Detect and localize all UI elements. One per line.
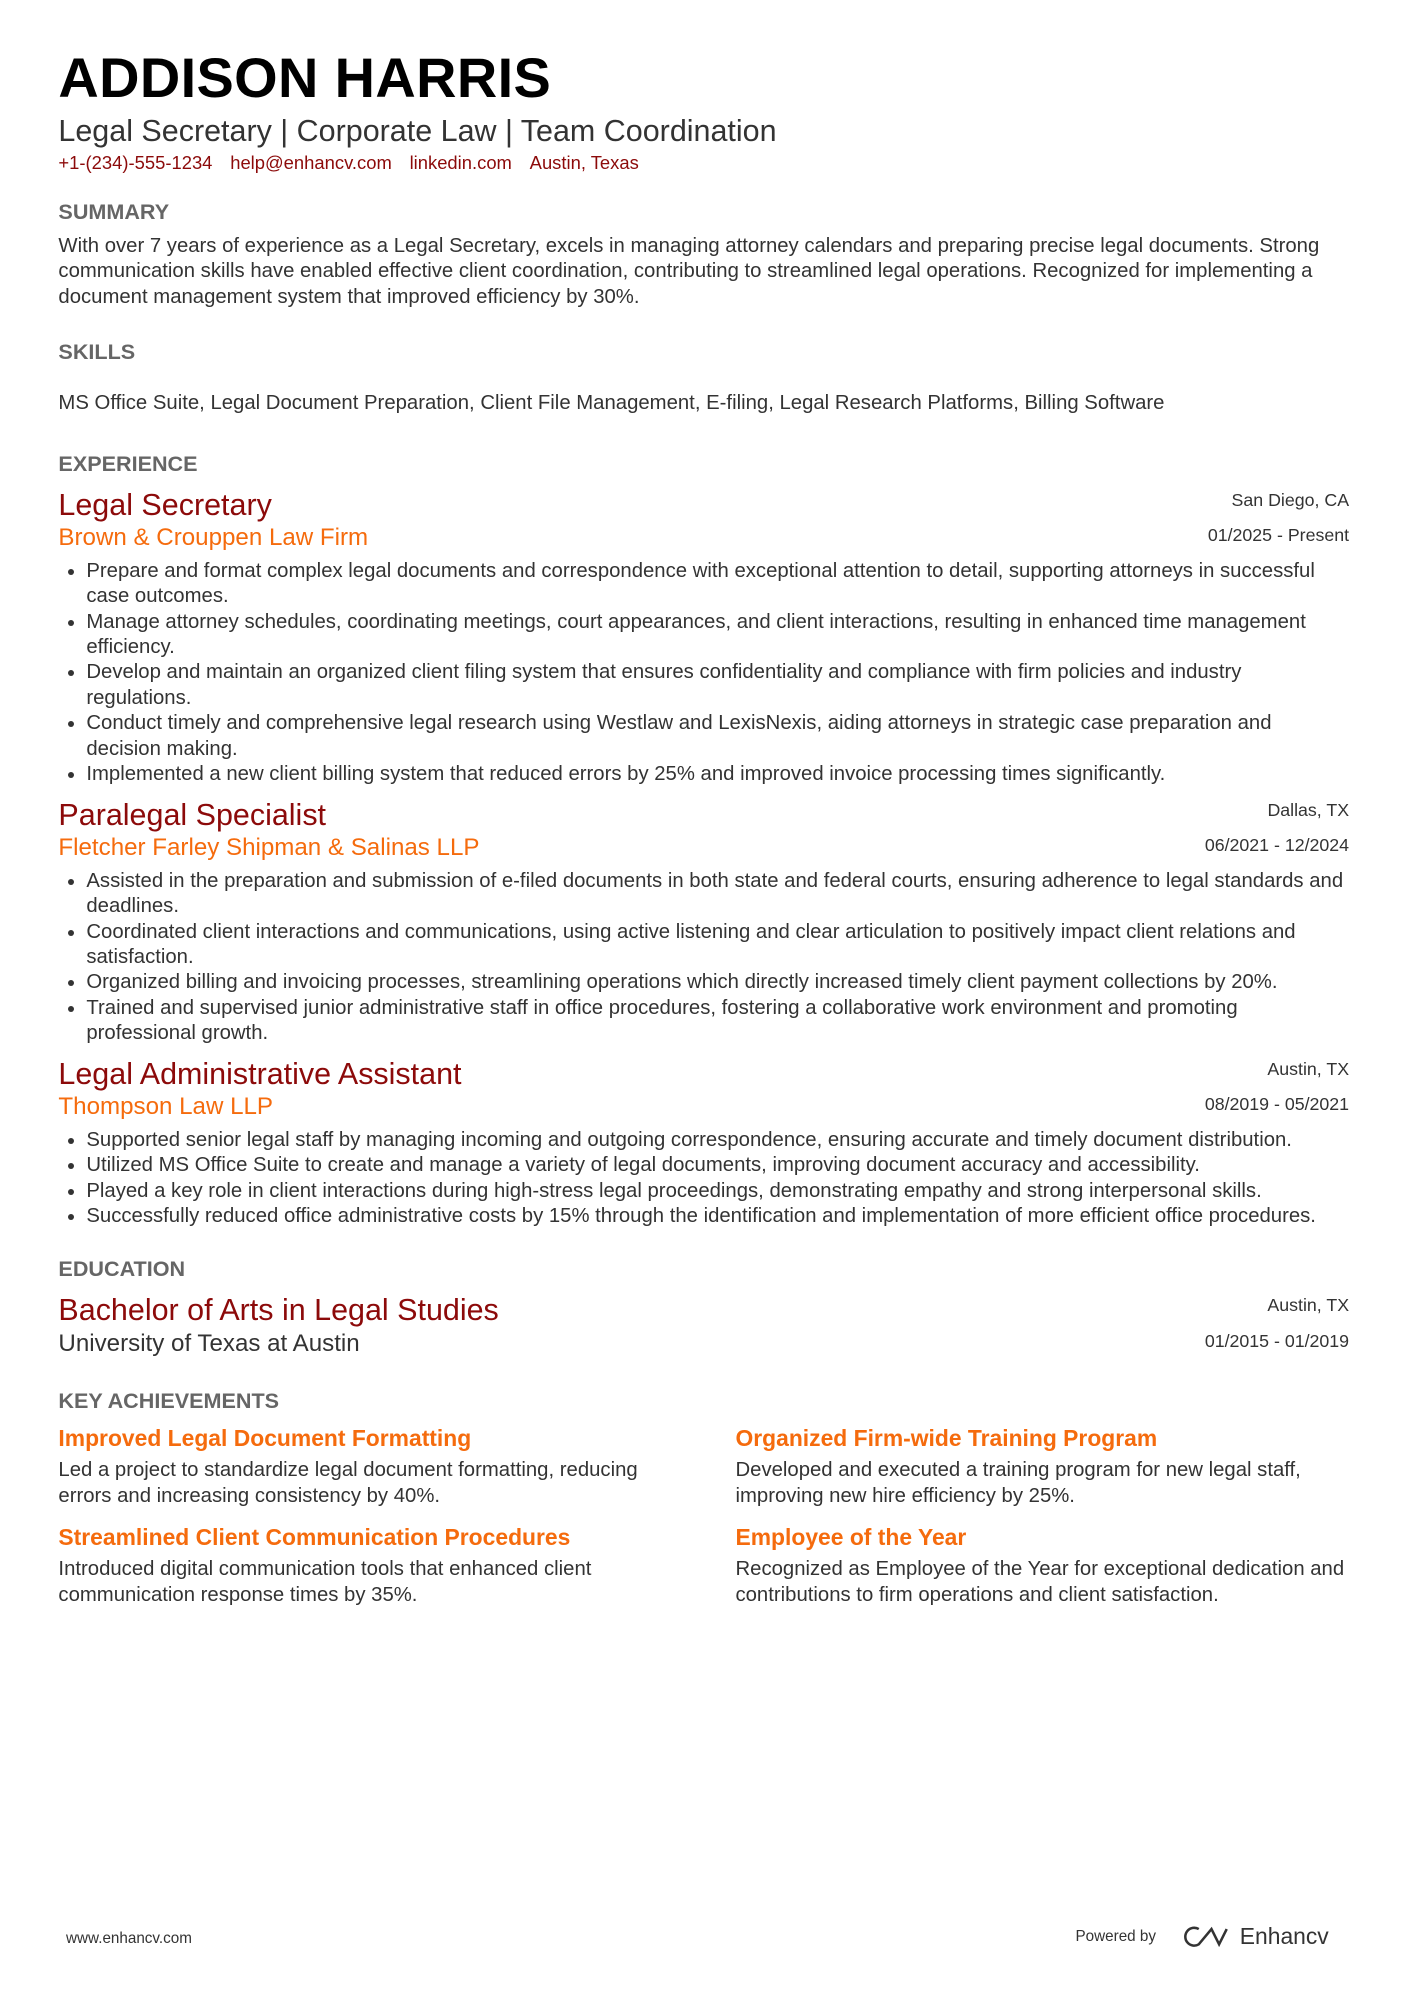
- achievement-item: [58, 1423, 672, 1522]
- job-entry: [58, 1057, 1349, 1230]
- powered-by: [1076, 1923, 1329, 1950]
- experience-heading: EXPERIENCE: [58, 450, 198, 476]
- achievement-title: Organized Firm-wide Training Program: [735, 1424, 1158, 1451]
- summary-heading: SUMMARY: [58, 199, 170, 225]
- job-entry: [58, 488, 1349, 788]
- candidate-title: Legal Secretary | Corporate Law | Team Coordination: [58, 113, 777, 148]
- education-dates: 01/2015 - 01/2019: [1204, 1330, 1350, 1351]
- education-location: Austin, TX: [1267, 1295, 1350, 1316]
- achievement-text: Led a project to standardize legal document formatting, reducing errors and increasing consistency by 40%.: [58, 1459, 638, 1507]
- achievements-heading: KEY ACHIEVEMENTS: [58, 1388, 280, 1414]
- achievements-grid: [58, 1423, 1349, 1621]
- achievement-text: Introduced digital communication tools that enhanced client communication response times by 35%.: [58, 1558, 592, 1606]
- job-bullet: • Implemented a new client billing system that reduced errors by 25% and improved invoice processing times significantly.: [86, 762, 1349, 787]
- job-bullet: • Played a key role in client interactions during high-stress legal proceedings, demonstrating empathy and strong interpersonal skills.: [86, 1179, 1349, 1204]
- achievement-title: Employee of the Year: [735, 1523, 967, 1550]
- linkedin-link[interactable]: linkedin.com: [409, 151, 512, 173]
- job-role: Paralegal Specialist: [58, 797, 327, 832]
- skills-list: MS Office Suite, Legal Document Preparation, Client File Management, E-filing, Legal Research Platforms, Billing Software: [58, 392, 1165, 415]
- job-company: Thompson Law LLP: [58, 1093, 273, 1121]
- enhancv-logo-icon: [1181, 1924, 1232, 1949]
- candidate-name: ADDISON HARRIS: [58, 46, 552, 110]
- email-link[interactable]: help@enhancv.com: [230, 151, 392, 173]
- achievement-text: Recognized as Employee of the Year for exceptional dedication and contributions to firm operations and client satisfaction.: [735, 1558, 1345, 1606]
- job-bullets: [58, 1128, 1349, 1230]
- job-bullet: • Prepare and format complex legal documents and correspondence with exceptional attention to detail, supporting attorneys in successful case outcomes.: [86, 559, 1349, 610]
- education-entry: [58, 1293, 1349, 1359]
- degree: Bachelor of Arts in Legal Studies: [58, 1293, 499, 1328]
- job-bullet: • Manage attorney schedules, coordinating meetings, court appearances, and client interactions, resulting in enhanced time management efficiency.: [86, 610, 1349, 661]
- job-role: Legal Secretary: [58, 487, 272, 522]
- job-dates: 06/2021 - 12/2024: [1204, 835, 1350, 856]
- job-location: Dallas, TX: [1267, 799, 1350, 820]
- skills-heading: SKILLS: [58, 338, 136, 364]
- achievement-text: Developed and executed a training program for new legal staff, improving new hire efficiency by 25%.: [735, 1459, 1301, 1507]
- footer-website[interactable]: www.enhancv.com: [66, 1929, 192, 1947]
- job-bullet: • Utilized MS Office Suite to create and manage a variety of legal documents, improving document accuracy and accessibility.: [86, 1153, 1349, 1178]
- contact-info: [58, 150, 1349, 175]
- job-company: Fletcher Farley Shipman & Salinas LLP: [58, 834, 480, 862]
- job-location: Austin, TX: [1267, 1058, 1350, 1079]
- achievement-title: Streamlined Client Communication Procedures: [58, 1523, 571, 1550]
- job-bullets: [58, 869, 1349, 1047]
- job-entry: [58, 798, 1349, 1047]
- job-bullet: • Conduct timely and comprehensive legal research using Westlaw and LexisNexis, aiding attorneys in strategic case preparation and decision making.: [86, 711, 1349, 762]
- achievement-item: [735, 1423, 1349, 1522]
- job-company: Brown & Crouppen Law Firm: [58, 524, 369, 552]
- job-bullet: • Successfully reduced office administrative costs by 15% through the identification and implementation of more efficient office procedures.: [86, 1204, 1349, 1229]
- job-bullet: • Supported senior legal staff by managing incoming and outgoing correspondence, ensuring accurate and timely document distribution.: [86, 1128, 1349, 1153]
- job-bullet: • Coordinated client interactions and communications, using active listening and clear articulation to positively impact client relations and satisfaction.: [86, 920, 1349, 971]
- achievement-title: Improved Legal Document Formatting: [58, 1424, 472, 1451]
- enhancv-brand: Enhancv: [1239, 1923, 1329, 1950]
- powered-by-label: Powered by: [1075, 1928, 1156, 1946]
- achievement-item: [735, 1522, 1349, 1621]
- job-bullet: • Assisted in the preparation and submission of e-filed documents in both state and federal courts, ensuring adherence to legal standards and deadlines.: [86, 869, 1349, 920]
- job-bullets: [58, 559, 1349, 788]
- job-dates: 08/2019 - 05/2021: [1204, 1094, 1350, 1115]
- job-location: San Diego, CA: [1231, 489, 1350, 510]
- job-dates: 01/2025 - Present: [1207, 525, 1350, 546]
- summary-text: With over 7 years of experience as a Legal Secretary, excels in managing attorney calendars and preparing precise legal documents. Strong communication skills have enabled effective client coordination, contributing to streamlined legal operations. Recognized for implementing a document management system that improved efficiency by 30%.: [58, 234, 1320, 308]
- location: Austin, Texas: [529, 151, 639, 173]
- experience-list: [58, 488, 1349, 1230]
- education-heading: EDUCATION: [58, 1255, 186, 1281]
- job-bullet: • Develop and maintain an organized client filing system that ensures confidentiality and compliance with firm policies and industry regulations.: [86, 660, 1349, 711]
- achievement-item: [58, 1522, 672, 1621]
- job-bullet: • Organized billing and invoicing processes, streamlining operations which directly increased timely client payment collections by 20%.: [86, 970, 1349, 995]
- job-role: Legal Administrative Assistant: [58, 1056, 462, 1091]
- school: University of Texas at Austin: [58, 1329, 360, 1357]
- job-bullet: • Trained and supervised junior administrative staff in office procedures, fostering a collaborative work environment and promoting professional growth.: [86, 996, 1349, 1047]
- phone-link[interactable]: +1-(234)-555-1234: [58, 151, 213, 173]
